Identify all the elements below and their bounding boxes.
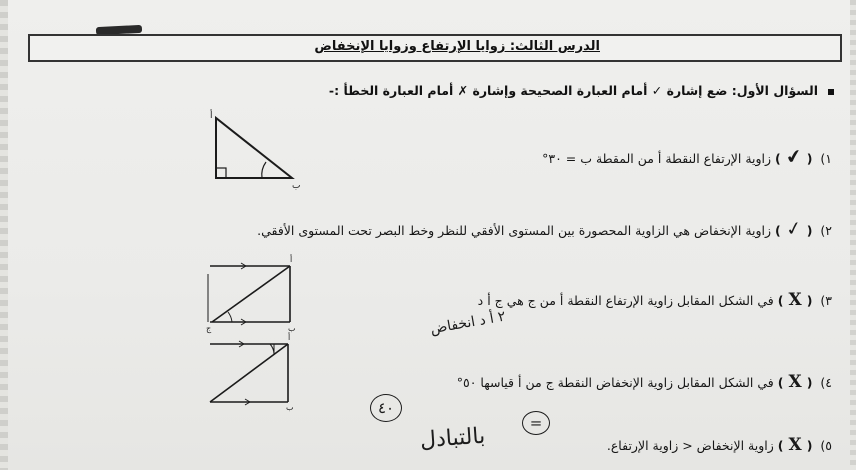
item-number: ١) — [820, 151, 832, 166]
figure-3-diagram — [204, 334, 298, 410]
figure-3-label-b: ب — [286, 403, 294, 412]
item-number: ٤) — [820, 375, 832, 390]
answer-x-mark: X — [788, 435, 802, 455]
item-text: زاوية الإنخفاض < زاوية الإرتفاع. — [606, 438, 774, 453]
item-3: ٣) (X) في الشكل المقابل زاوية الإرتفاع النقطة أ من ج هي ج أ د — [477, 290, 832, 310]
item-number: ٢) — [820, 223, 832, 238]
question-header: السؤال الأول: ضع إشارة ✓ أمام العبارة الصحيحة وإشارة ✗ أمام العبارة الخطأ :- — [328, 83, 818, 98]
answer-checkmark: ✓ — [783, 216, 804, 242]
question-header-row — [329, 83, 834, 98]
item-text: في الشكل المقابل زاوية الإنخفاض النقطة ج من أ قياسها ٥٠° — [456, 375, 774, 390]
figure-1-label-top: أ — [210, 111, 213, 121]
figure-2-label-a: أ — [290, 255, 293, 264]
lesson-title-box — [28, 34, 842, 62]
figure-2-label-c: ج — [206, 324, 212, 333]
handwritten-equals: = — [522, 411, 550, 435]
handwritten-note-5: بالتبادل — [419, 423, 487, 454]
item-text: زاوية الإرتفاع النقطة أ من المقطة ب = ٣٠° — [542, 151, 772, 166]
item-5: ٥) (X) زاوية الإنخفاض < زاوية الإرتفاع. — [606, 435, 832, 455]
item-4: ٤) (X) في الشكل المقابل زاوية الإنخفاض النقطة ج من أ قياسها ٥٠° — [456, 372, 832, 392]
figure-1-label-right: ب — [292, 181, 301, 191]
answer-checkmark: ✔ — [783, 144, 804, 170]
page-edge-right — [850, 0, 856, 470]
figure-2-diagram — [206, 256, 298, 332]
handwritten-note-3: ٢ أ د انخفاض — [429, 308, 507, 338]
answer-x-mark: X — [788, 372, 802, 392]
item-number: ٣) — [820, 293, 832, 308]
item-text: في الشكل المقابل زاوية الإرتفاع النقطة أ من ج هي ج أ د — [477, 293, 774, 308]
item-number: ٥) — [820, 438, 832, 453]
figure-1-triangle — [204, 112, 304, 192]
figure-2-label-b: ب — [288, 324, 296, 333]
page-edge-left — [0, 0, 8, 470]
item-text: زاوية الإنخفاض هي الزاوية المحصورة بين المستوى الأفقي للنظر وخط البصر تحت المستوى الأفقي. — [257, 223, 772, 238]
lesson-title: الدرس الثالث: زوايا الإرتفاع وزوايا الإنخفاض — [314, 39, 600, 54]
item-1: ١) (✔) زاوية الإرتفاع النقطة أ من المقطة ب = ٣٠° — [542, 144, 832, 170]
figure-3-label-a: أ — [288, 333, 291, 342]
handwritten-note-4: ٤٠ — [370, 394, 402, 422]
item-2: ٢) (✓) زاوية الإنخفاض هي الزاوية المحصورة بين المستوى الأفقي للنظر وخط البصر تحت المستوى الأفقي. — [257, 216, 832, 242]
bullet-icon — [828, 89, 834, 95]
answer-x-mark: X — [788, 290, 802, 310]
